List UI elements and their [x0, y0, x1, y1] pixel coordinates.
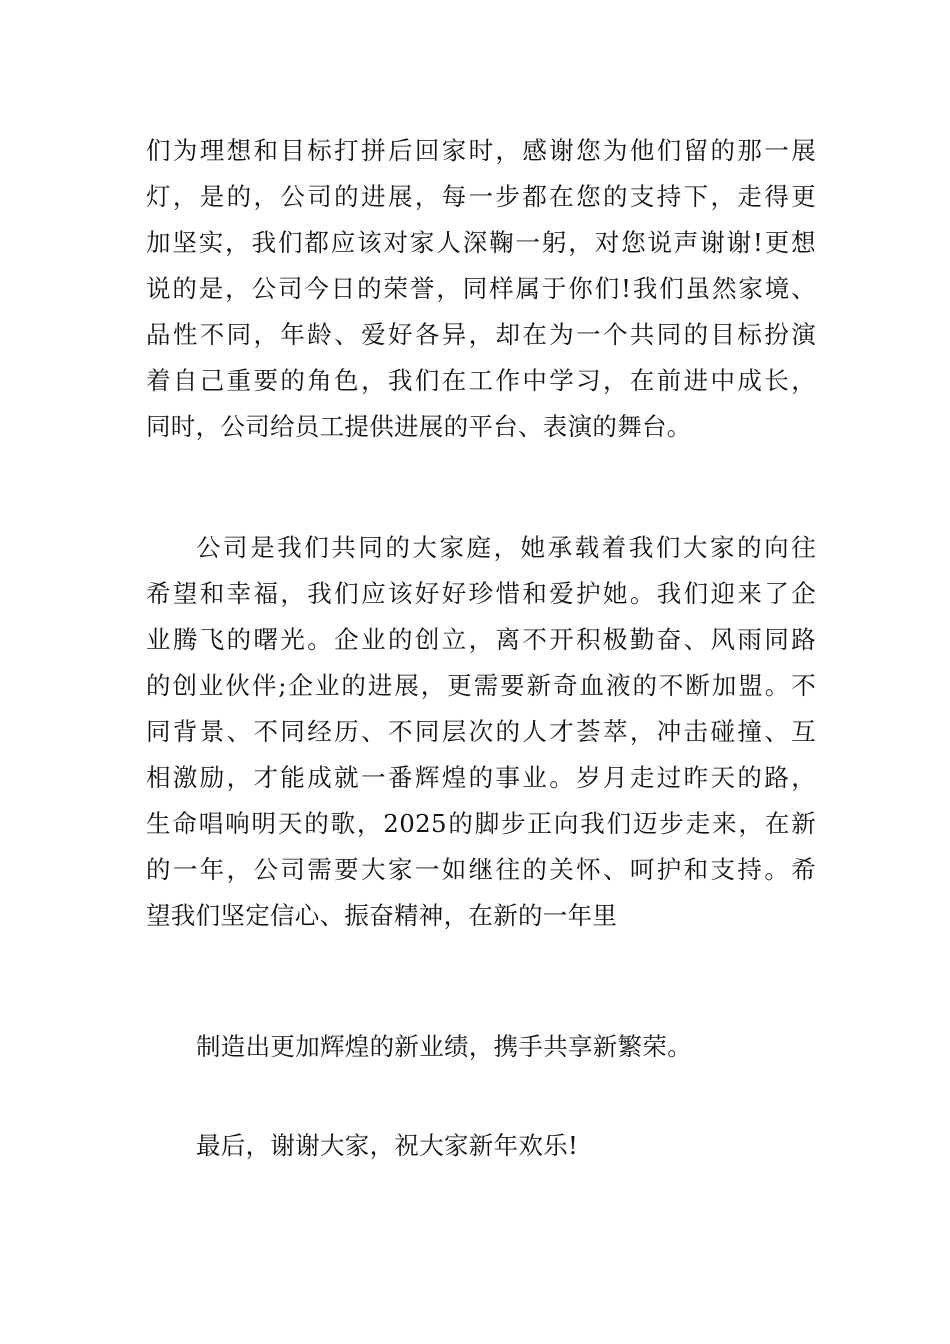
text-line: 品性不同，年龄、爱好各异，却在为一个共同的目标扮演 — [146, 320, 816, 349]
text-line: 们为理想和目标打拼后回家时，感谢您为他们留的那一展 — [146, 136, 816, 165]
text-line: 希望和幸福，我们应该好好珍惜和爱护她。我们迎来了企 — [146, 579, 816, 608]
text-line: 最后，谢谢大家，祝大家新年欢乐! — [196, 1131, 579, 1160]
text-line: 望我们坚定信心、振奋精神，在新的一年里 — [146, 901, 618, 930]
text-line: 的创业伙伴;企业的进展，更需要新奇血液的不断加盟。不 — [146, 671, 816, 700]
text-line: 的一年，公司需要大家一如继往的关怀、呵护和支持。希 — [146, 855, 816, 884]
text-line: 说的是，公司今日的荣誉，同样属于你们!我们虽然家境、 — [146, 274, 816, 303]
text-line: 相激励，才能成就一番辉煌的事业。岁月走过昨天的路， — [146, 763, 816, 792]
text-line: 业腾飞的曙光。企业的创立，离不开积极勤奋、风雨同路 — [146, 625, 816, 654]
text-line: 同时，公司给员工提供进展的平台、表演的舞台。 — [146, 412, 692, 441]
paragraph-family-thanks — [146, 128, 816, 450]
text-line: 着自己重要的角色，我们在工作中学习，在前进中成长， — [146, 366, 816, 395]
paragraph-company-family — [146, 525, 816, 939]
paragraph-new-achievements — [146, 1024, 816, 1070]
text-line: 灯，是的，公司的进展，每一步都在您的支持下，走得更 — [146, 182, 816, 211]
text-line: 加坚实，我们都应该对家人深鞠一躬，对您说声谢谢!更想 — [146, 228, 816, 257]
text-line: 制造出更加辉煌的新业绩，携手共享新繁荣。 — [196, 1032, 692, 1061]
text-line: 同背景、不同经历、不同层次的人才荟萃，冲击碰撞、互 — [146, 717, 816, 746]
text-line: 生命唱响明天的歌，2025的脚步正向我们迈步走来，在新 — [146, 809, 816, 838]
text-line: 公司是我们共同的大家庭，她承载着我们大家的向往 — [196, 533, 816, 562]
paragraph-closing-wishes — [146, 1123, 816, 1169]
